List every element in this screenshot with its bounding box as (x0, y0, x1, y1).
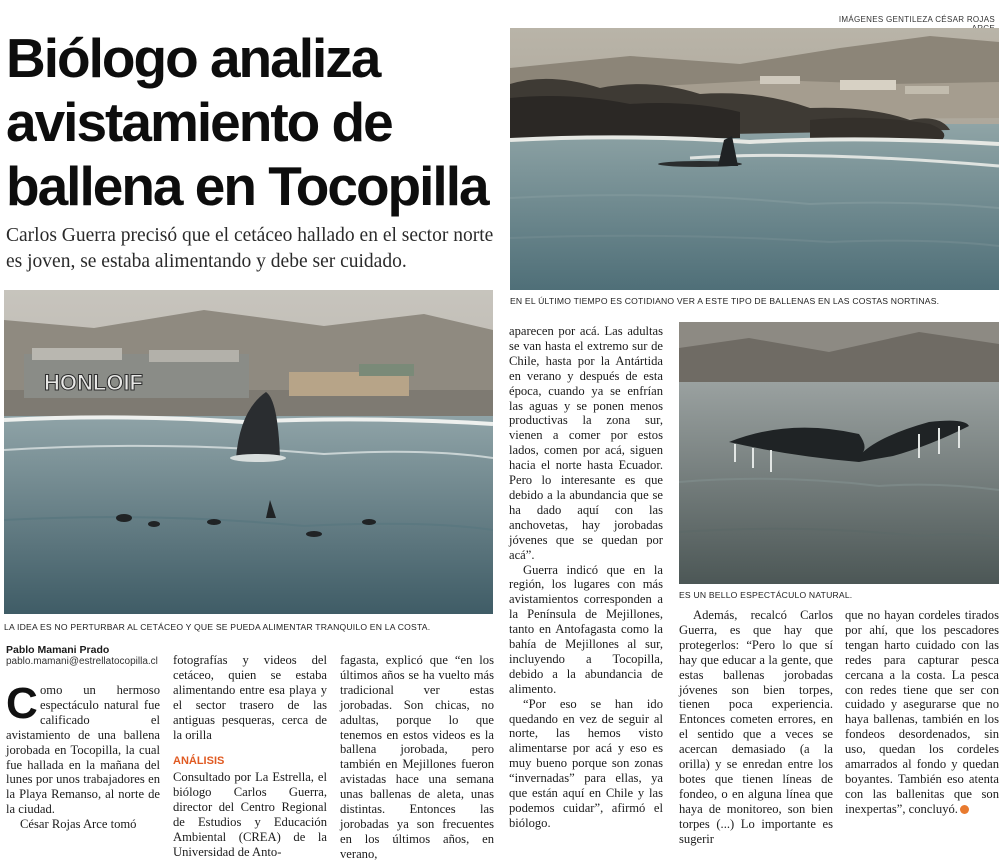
deck: Carlos Guerra precisó que el cetáceo hallado en el sector norte es joven, se estaba alimentando y debe ser cuidado. (6, 225, 494, 272)
drop-cap: C (6, 679, 38, 728)
article-text: omo un hermoso espectáculo natural fue calificado el avistamiento de una ballena jorobada en Tocopilla, la cual fue hallada en la mañana del lunes por unos trabajadores en la Playa Remanso, al norte de la ciudad. (6, 683, 160, 817)
breaching-whale-illustration (4, 290, 493, 614)
coast-whale-illustration (510, 28, 999, 290)
article-paragraph: fotografías y videos del cetáceo, quien se estaba alimentando entre esa playa y el sector trasero de las antiguas pesqueras, cerca de la orilla (173, 653, 327, 742)
article-column-3 (340, 653, 494, 862)
article-paragraph: “Por eso se han ido quedando en vez de seguir al norte, las hemos visto alimentarse por acá y eso es muy bueno porque son zonas “invernadas” para ellas, ya que están aquí en Chile y las podemos cuidar”, afirmó el biólogo. (509, 696, 663, 830)
photo-credit: IMÁGENES GENTILEZA CÉSAR ROJAS (838, 15, 995, 24)
caption-top-right: EN EL ÚLTIMO TIEMPO ES COTIDIANO VER A ESTE TIPO DE BALLENAS EN LAS COSTAS NORTINAS. (510, 296, 940, 306)
article-paragraph: fagasta, explicó que “en los últimos años se ha vuelto más tradicional ver estas jorobadas. Son chicas, no adultas, porque lo que tenemos en estos videos es la ballena jorobada, pero también en Mejillones fueron avistadas hace una semana unas ballenas de aleta, unas distintas. Entonces las jorobadas ya son frecuentes en los últimos años, en verano, (340, 653, 494, 861)
section-label: ANÁLISIS (173, 755, 225, 768)
byline-email[interactable]: pablo.mamani@estrellatocopilla.cl (6, 656, 158, 667)
article-column-6 (845, 608, 999, 817)
caption-left: LA IDEA ES NO PERTURBAR AL CETÁCEO Y QUE SE PUEDA ALIMENTAR TRANQUILO EN LA COSTA. (4, 622, 431, 632)
article-paragraph: aparecen por acá. Las adultas se van hasta el extremo sur de Chile, hasta por la Antártida en verano y después de esta época, cuando ya se enfrían las aguas y se ponen menos productivas la zona sur, vienen a comer por estos lados, comen por acá, siguen hacia el norte hasta Ecuador. Pero lo interesante es que debido a la abundancia que se ha dado aquí con las anchovetas, hay jorobadas jóvenes que se quedan por acá”. (509, 324, 663, 562)
breaching-whale-photo (4, 290, 493, 614)
end-mark-icon (960, 805, 969, 814)
whale-tail-illustration (679, 322, 999, 584)
article-column-1 (6, 679, 160, 832)
article-text: que no hayan cordeles tirados por ahí, que los pescadores tengan harto cuidado con las redes para capturar pesca cercana a la costa. La pesca con redes tiene que ser con cuidado y asegurarse que no haya ballenas, también en los fondeos desordenados, sin uso, quedan los cordeles amarrados al fondo y quedan boyantes. También eso atenta con las ballenitas que son inexpertas”, concluyó. (845, 608, 999, 816)
caption-tail: ES UN BELLO ESPECTÁCULO NATURAL. (679, 590, 853, 600)
headline: Biólogo analiza avistamiento de ballena en Tocopilla (6, 27, 488, 217)
article-column-5 (679, 608, 833, 847)
article-column-4 (509, 324, 663, 831)
article-paragraph: César Rojas Arce tomó (20, 817, 137, 832)
building-graffiti-text: HONLOIF (44, 370, 143, 395)
article-paragraph (6, 679, 160, 817)
article-column-2 (173, 653, 327, 860)
article-paragraph: Guerra indicó que en la región, los lugares con más avistamientos corresponden a la Península de Mejillones, tanto en Antofagasta como la bahía de Mejillones al sur, incluyendo a Tocopilla, debido a la abundancia de alimento. (509, 562, 663, 696)
article-paragraph (845, 608, 999, 817)
whale-tail-photo (679, 322, 999, 584)
article-paragraph: Además, recalcó Carlos Guerra, es que hay que protegerlos: “Pero lo que sí hay que educar a la gente, que estas ballenas jorobadas jóvenes son bien torpes, tienen poca experiencia. Entonces cometen errores, en el sentido que a veces se acercan demasiado (a la orilla) y se enredan entre los botes que tienen líneas de fondeo, o en alguna línea que haya de monitoreo, son bien torpes (...) Lo importante es sugerir (679, 608, 833, 846)
coast-whale-photo (510, 28, 999, 290)
byline-name: Pablo Mamani Prado (6, 644, 110, 656)
article-paragraph: Consultado por La Estrella, el biólogo Carlos Guerra, director del Centro Regional de Estudios y Educación Ambiental (CREA) de la Universidad de Anto- (173, 770, 327, 859)
